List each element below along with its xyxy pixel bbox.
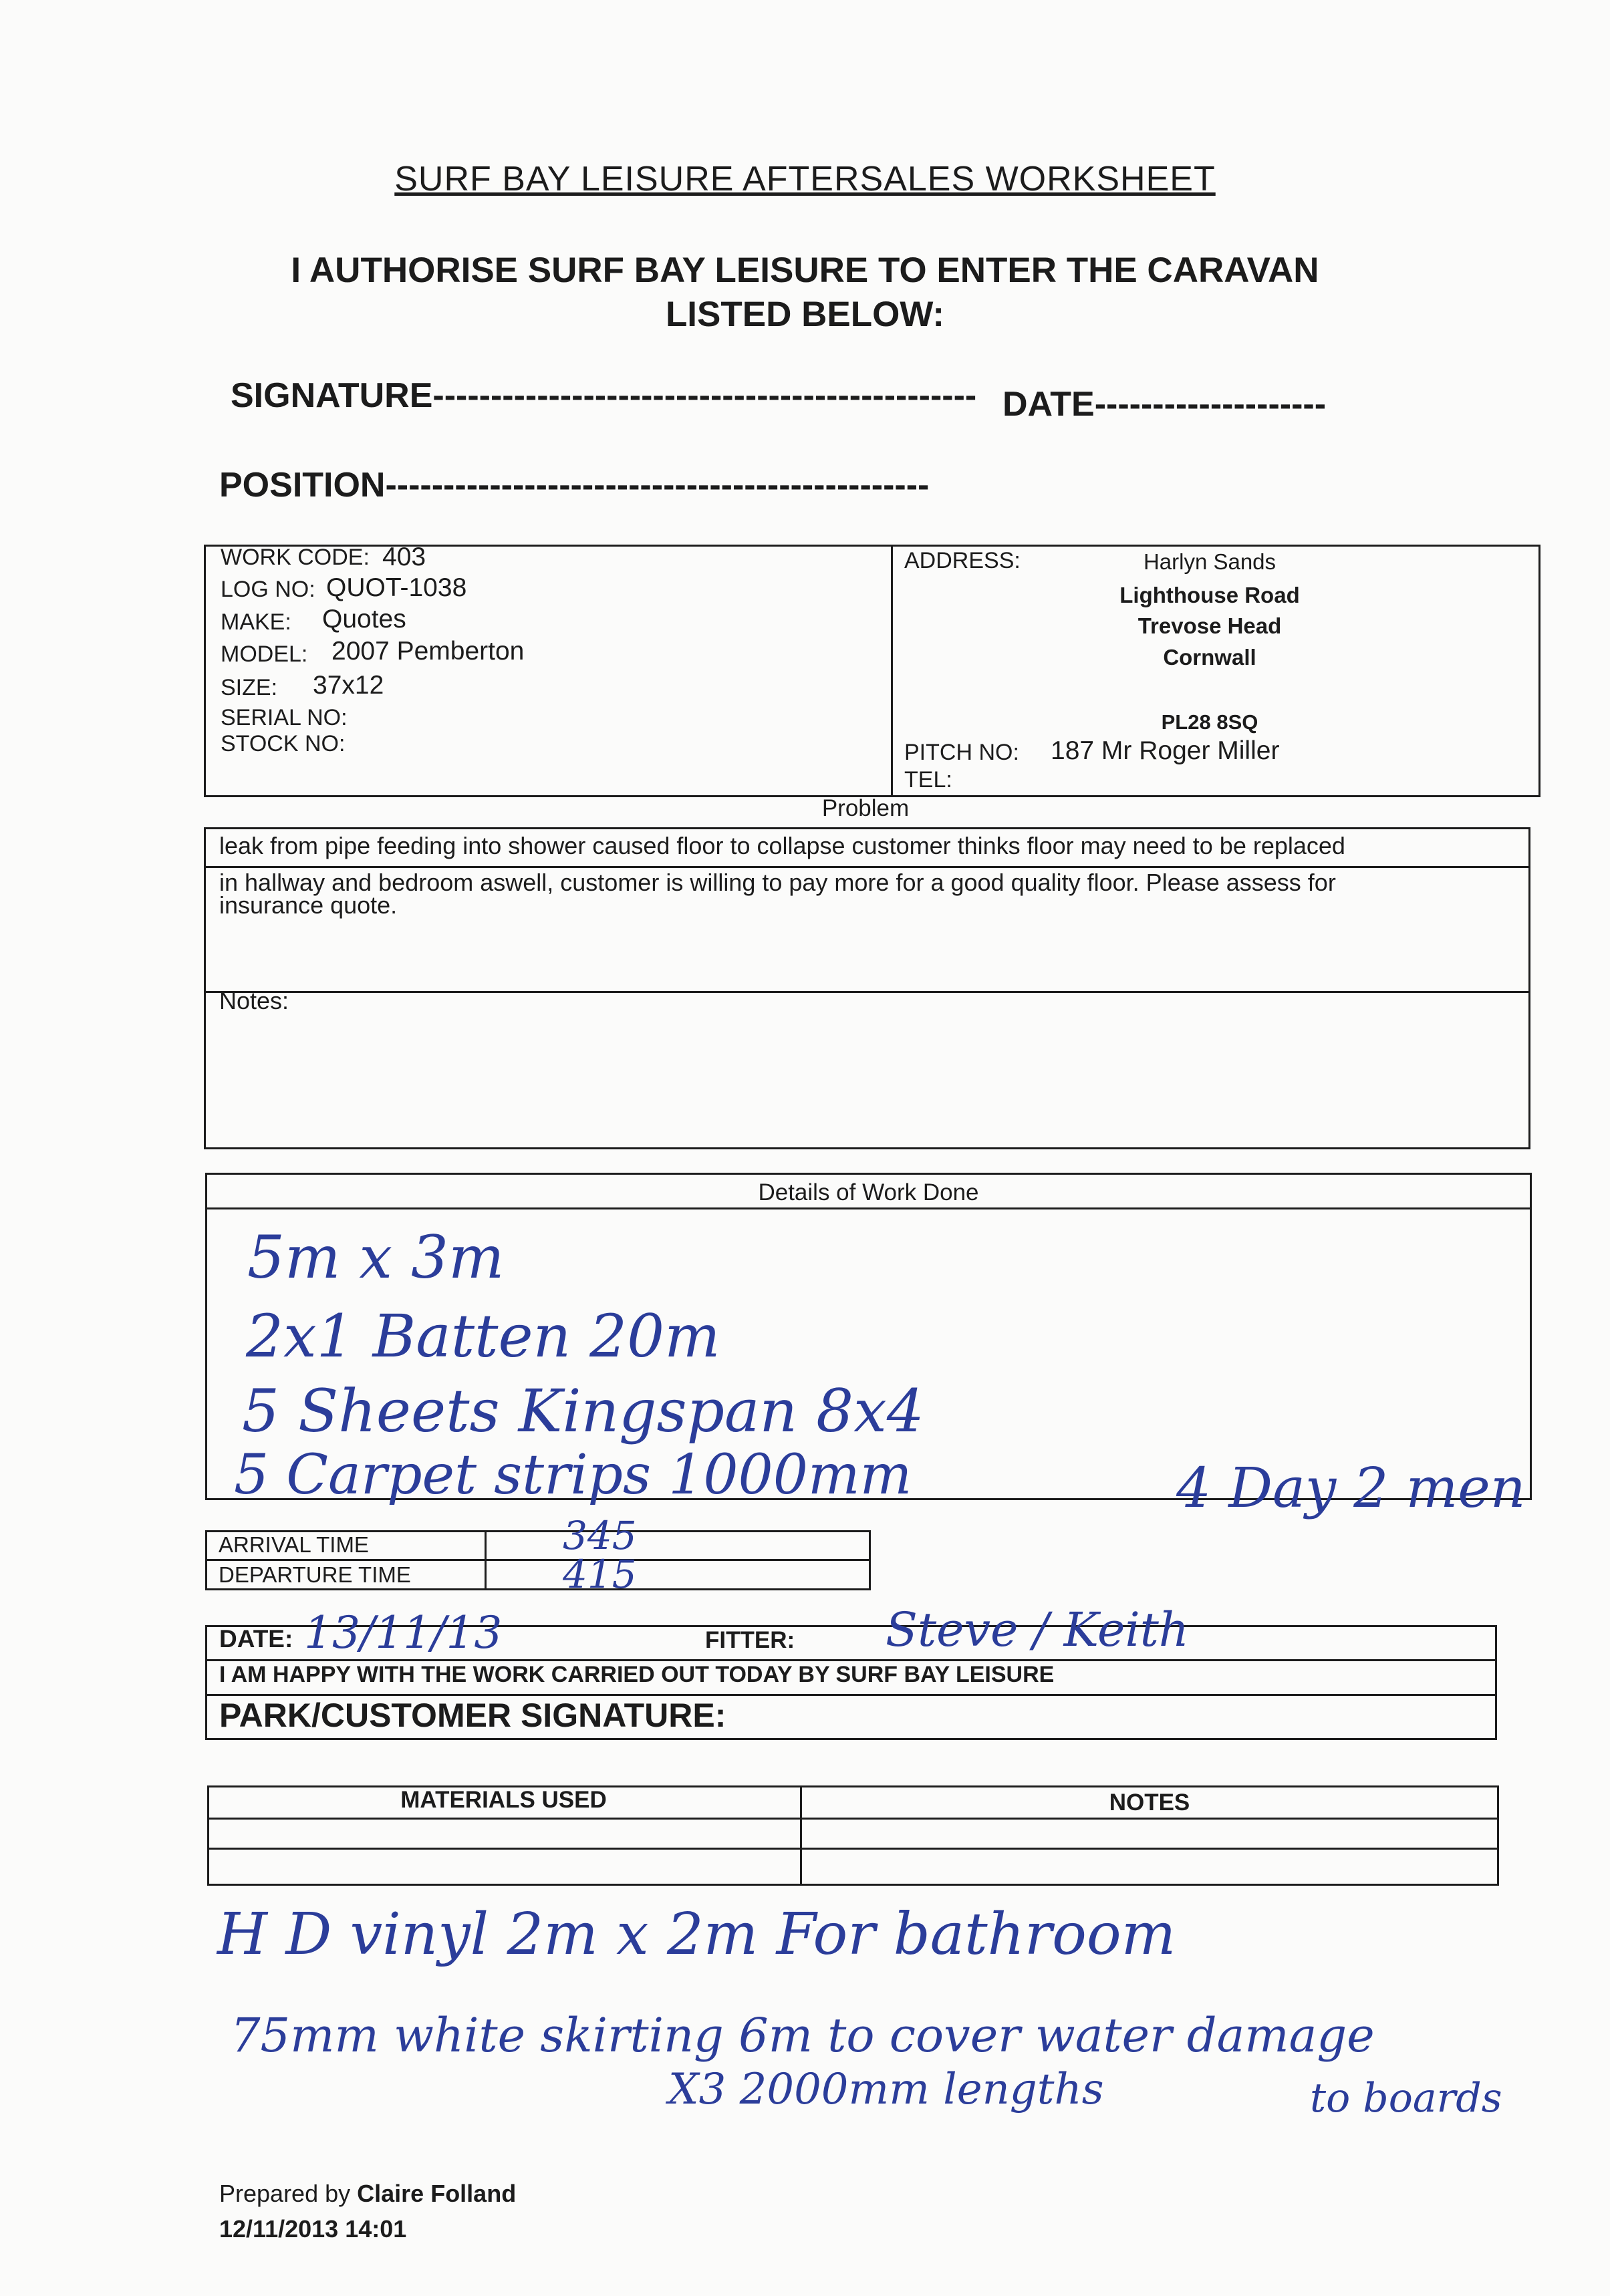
prepared-by-name: Claire Folland [357,2180,517,2207]
address-line-2: Lighthouse Road [1119,583,1300,607]
work-duration-note: 4 Day 2 men [1176,1457,1526,1520]
prepared-timestamp: 12/11/2013 14:01 [219,2215,407,2243]
fitter-value: Steve / Keith [886,1602,1190,1657]
problem-divider-2 [204,991,1530,993]
materials-hand-line-2: 75mm white skirting 6m to cover water damage [231,2008,1375,2063]
signoff-date-value: 13/11/13 [304,1607,503,1659]
position-line: POSITION----------------------------------------------- [219,466,930,505]
problem-line-2: in hallway and bedroom aswell, customer is willing to pay more for a good quality floor. Please assess for [219,869,1336,896]
customer-satisfaction-statement: I AM HAPPY WITH THE WORK CARRIED OUT TODAY BY SURF BAY LEISURE [219,1662,1055,1687]
tel-label: TEL: [904,767,952,793]
serial-no-label: SERIAL NO: [221,705,348,730]
details-divider [891,545,893,797]
problem-line-1: leak from pipe feeding into shower caused floor to collapse customer thinks floor may need to be replaced [219,832,1345,859]
authorisation-line-1: I AUTHORISE SURF BAY LEISURE TO ENTER THE CARAVAN [291,251,1319,290]
problem-line-3: insurance quote. [219,891,398,919]
authorisation-statement [0,249,1610,337]
model-value: 2007 Pemberton [331,637,525,666]
work-done-divider [205,1207,1532,1209]
departure-time-value: 415 [563,1552,637,1597]
worksheet-title: SURF BAY LEISURE AFTERSALES WORKSHEET [394,160,1216,198]
make-value: Quotes [322,605,406,633]
signoff-date-label: DATE: [219,1625,293,1653]
materials-notes-header: NOTES [1109,1789,1190,1816]
work-done-heading: Details of Work Done [758,1179,979,1205]
materials-hand-line-3: X3 2000mm lengths [668,2065,1104,2114]
work-done-hand-line-2: 2x1 Batten 20m [246,1302,720,1371]
times-row-divider [205,1559,871,1561]
materials-used-header: MATERIALS USED [400,1787,607,1813]
customer-signature-label: PARK/CUSTOMER SIGNATURE: [219,1697,726,1734]
address-label: ADDRESS: [904,548,1021,573]
stock-no-label: STOCK NO: [221,731,346,756]
fitter-label: FITTER: [705,1627,795,1653]
work-done-hand-line-4: 5 Carpet strips 1000mm [234,1443,912,1507]
times-col-divider [485,1530,487,1590]
materials-row-divider-1 [207,1818,1499,1820]
problem-heading: Problem [821,795,910,821]
prepared-by [219,2180,516,2208]
work-code-value: 403 [382,543,426,571]
size-value: 37x12 [313,671,384,700]
date-line: DATE-------------------- [1002,385,1327,424]
materials-row-divider-2 [207,1848,1499,1850]
postcode: PL28 8SQ [1161,710,1258,734]
work-code-label: WORK CODE: [221,545,370,570]
size-label: SIZE: [221,675,278,700]
signature-line: SIGNATURE----------------------------------------------- [231,376,977,415]
log-no-value: QUOT-1038 [326,573,467,602]
arrival-time-value: 345 [563,1513,637,1558]
arrival-time-label: ARRIVAL TIME [219,1532,369,1557]
work-done-hand-line-1: 5m x 3m [247,1223,505,1292]
departure-time-label: DEPARTURE TIME [219,1562,411,1587]
prepared-by-label: Prepared by [219,2180,351,2207]
pitch-no-label: PITCH NO: [904,740,1019,765]
address-line-1: Harlyn Sands [1143,549,1277,574]
make-label: MAKE: [221,609,291,635]
problem-divider-1 [204,866,1530,868]
address-line-4: Cornwall [1163,645,1256,670]
address-line-3: Trevose Head [1137,613,1282,638]
materials-hand-line-1: H D vinyl 2m x 2m For bathroom [217,1901,1176,1968]
notes-label: Notes: [219,987,289,1014]
log-no-label: LOG NO: [221,577,315,602]
authorisation-line-2: LISTED BELOW: [665,295,945,334]
materials-hand-line-4: to boards [1310,2075,1502,2122]
work-done-hand-line-3: 5 Sheets Kingspan 8x4 [242,1377,924,1445]
model-label: MODEL: [221,641,308,667]
signoff-divider-1 [205,1659,1497,1661]
pitch-no-value: 187 Mr Roger Miller [1051,736,1280,765]
